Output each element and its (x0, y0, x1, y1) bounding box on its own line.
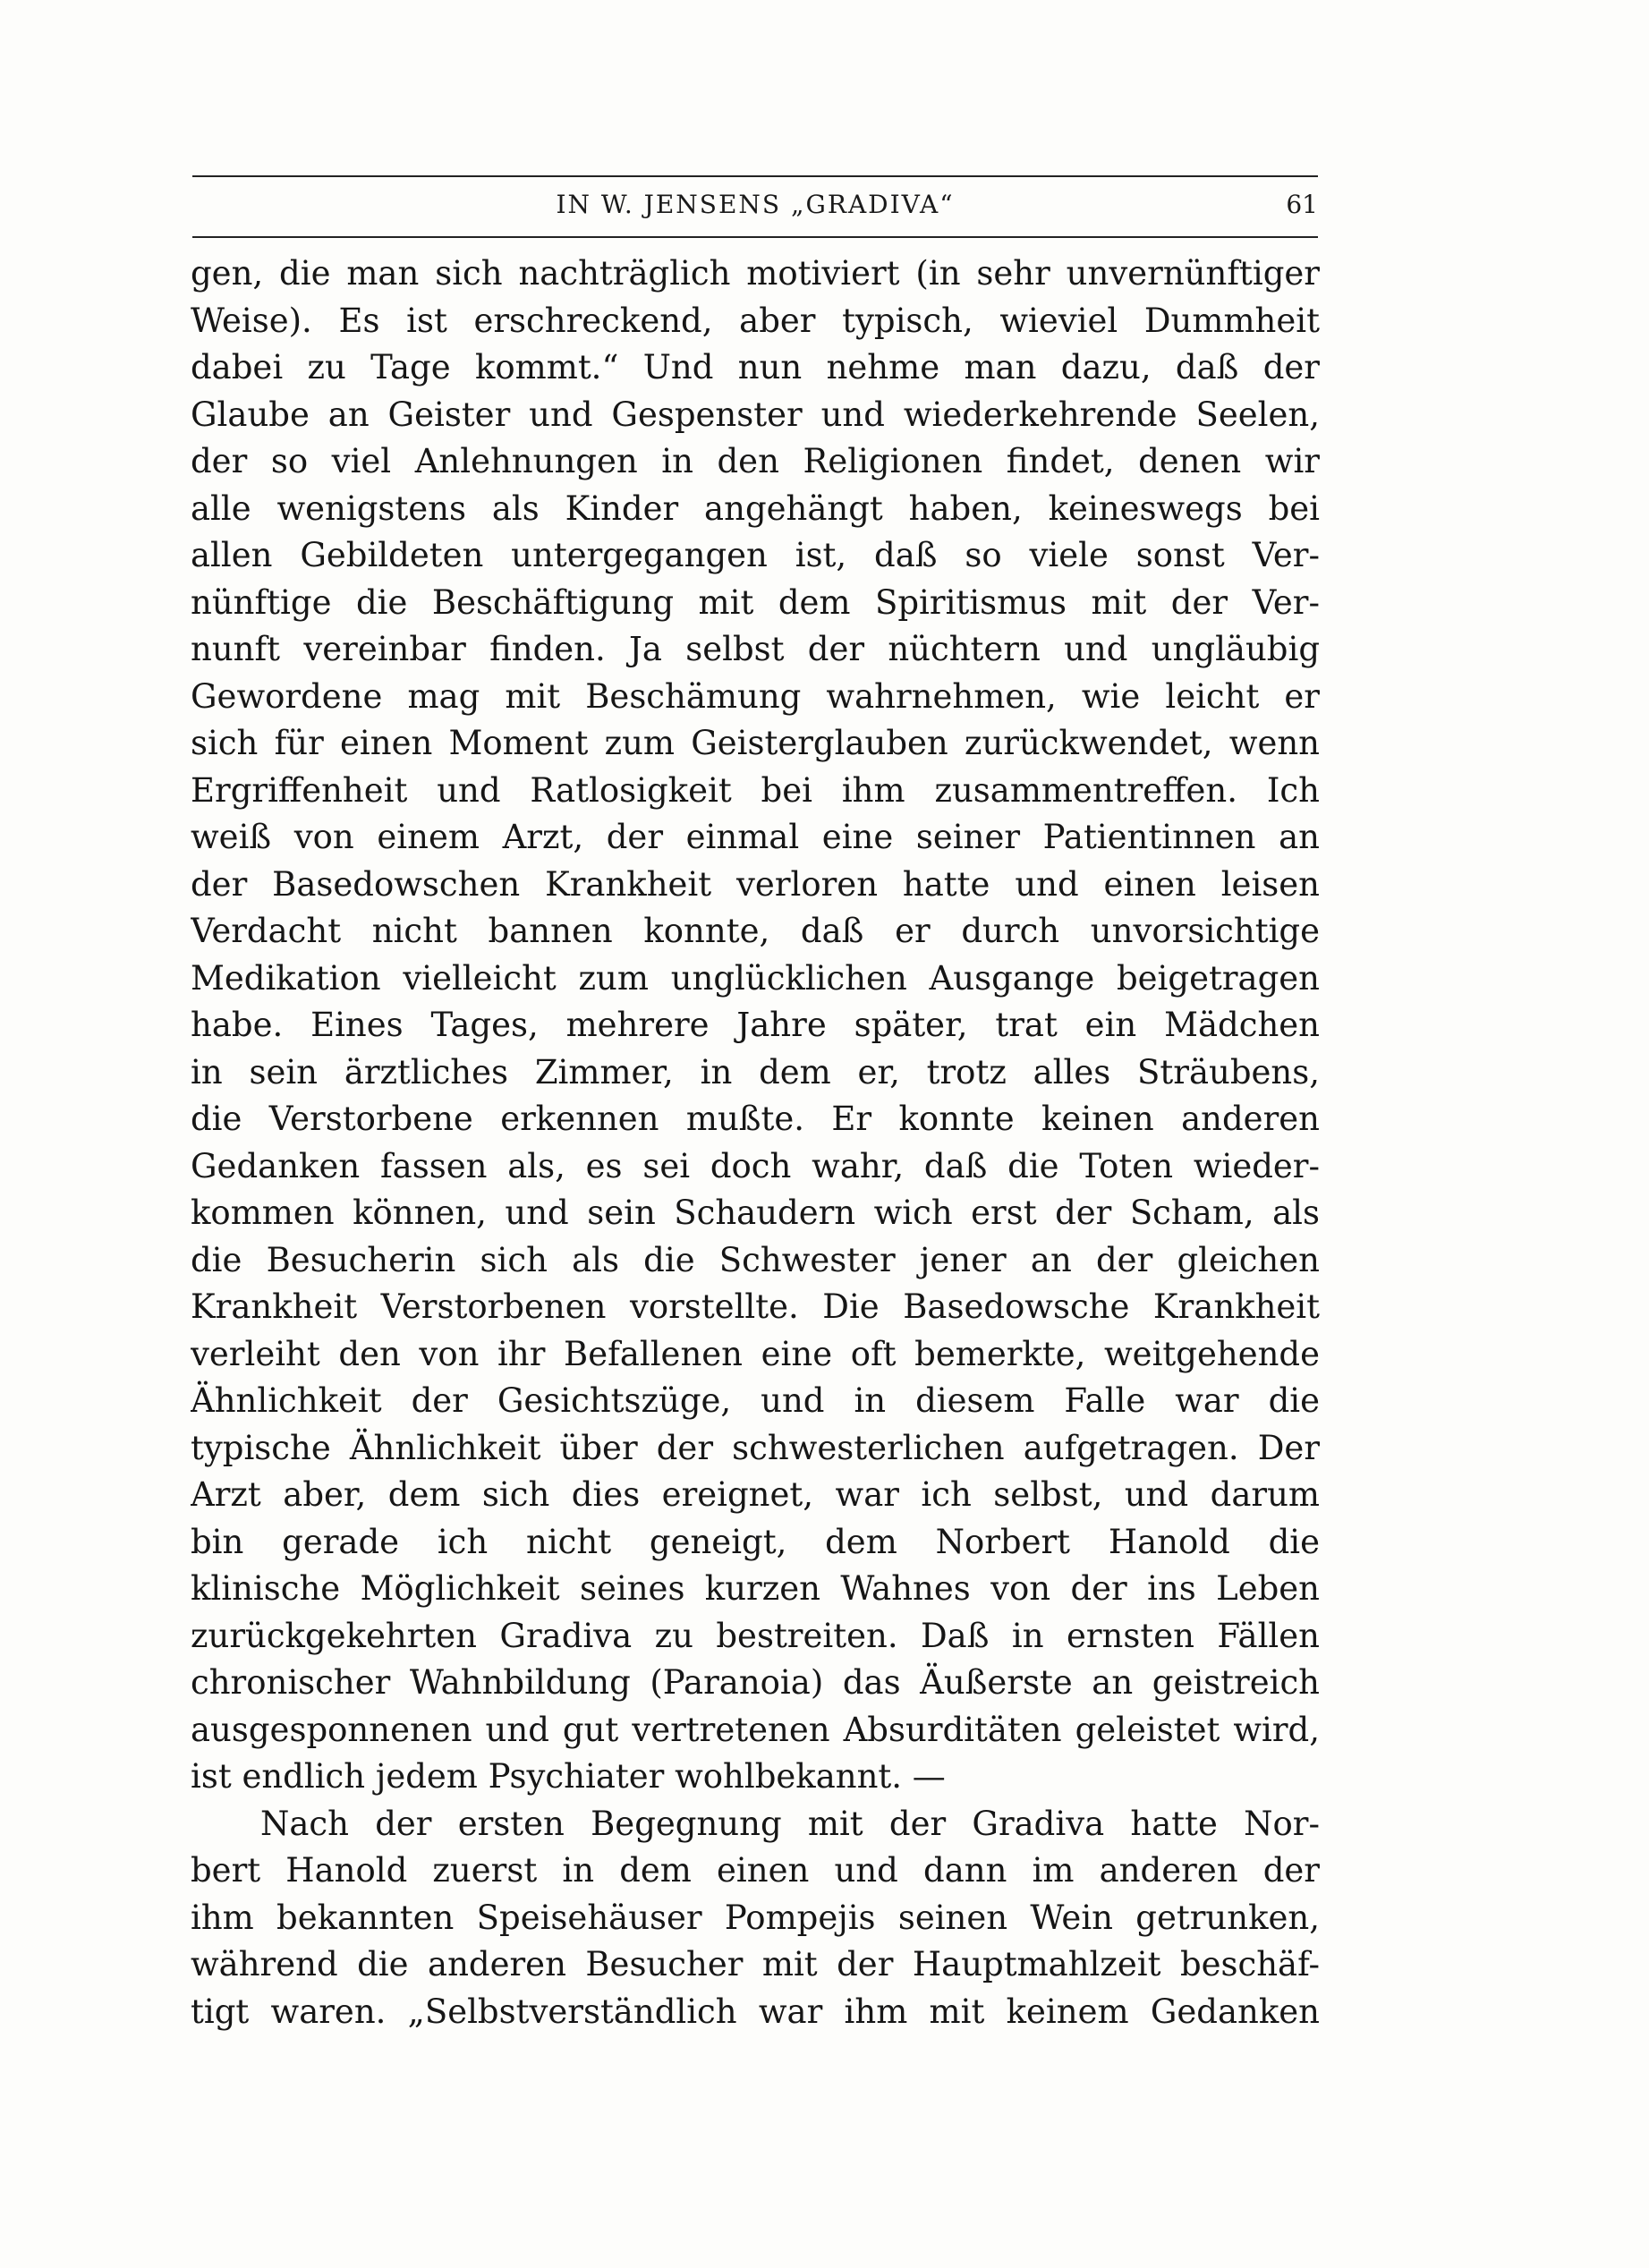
running-header (192, 184, 1318, 234)
page-number: 61 (1286, 190, 1318, 219)
text-line: Verdacht nicht bannen konnte, daß er durch unvorsichtige (191, 912, 1320, 950)
text-line: Ergriffenheit und Ratlosigkeit bei ihm zusammentreffen. Ich (191, 770, 1320, 810)
text-line: habe. Eines Tages, mehrere Jahre später, trat ein Mädchen (191, 1006, 1320, 1044)
text-line: zurückgekehrten Gradiva zu bestreiten. Daß in ernsten Fällen (191, 1616, 1320, 1655)
text-line: Arzt aber, dem sich dies ereignet, war ich selbst, und darum (191, 1475, 1320, 1514)
text-line: dabei zu Tage kommt.“ Und nun nehme man dazu, daß der (191, 348, 1320, 386)
text-line: Krankheit Verstorbenen vorstellte. Die Basedowsche Krankheit (191, 1287, 1320, 1326)
text-line: Gewordene mag mit Beschämung wahrnehmen, wie leicht er (191, 676, 1320, 716)
text-line: nunft vereinbar finden. Ja selbst der nüchtern und ungläubig (191, 630, 1320, 668)
text-line: alle wenigstens als Kinder angehängt haben, keineswegs bei (191, 488, 1320, 528)
text-line: die Besucherin sich als die Schwester jener an der gleichen (191, 1240, 1320, 1279)
text-line: der Basedowschen Krankheit verloren hatte und einen leisen (191, 864, 1320, 904)
text-line: kommen können, und sein Schaudern wich erst der Scham, als (191, 1193, 1320, 1232)
text-line: gen, die man sich nachträglich motiviert (in sehr unvernünftiger (191, 254, 1320, 293)
text-line: Ähnlichkeit der Gesichtszüge, und in diesem Falle war die (191, 1381, 1320, 1420)
body-text (191, 251, 1320, 2035)
text-line: chronischer Wahnbildung (Paranoia) das Äußerste an geistreich (191, 1663, 1320, 1702)
text-line: in sein ärztliches Zimmer, in dem er, trotz alles Sträubens, (191, 1052, 1320, 1092)
text-line: ihm bekannten Speisehäuser Pompejis seinen Wein getrunken, (191, 1898, 1320, 1937)
header-rule-top (192, 175, 1318, 177)
text-line: verleiht den von ihr Befallenen eine oft bemerkte, weitgehende (191, 1334, 1320, 1373)
text-line: klinische Möglichkeit seines kurzen Wahnes von der ins Leben (191, 1569, 1320, 1608)
text-line: Glaube an Geister und Gespenster und wiederkehrende Seelen, (191, 395, 1320, 434)
text-line: Medikation vielleicht zum unglücklichen Ausgange beigetragen (191, 958, 1320, 998)
text-line: allen Gebildeten untergegangen ist, daß so viele sonst Ver- (191, 536, 1320, 574)
text-line: die Verstorbene erkennen mußte. Er konnte keinen anderen (191, 1100, 1320, 1138)
running-title: IN W. JENSENS „GRADIVA“ (556, 190, 955, 219)
text-line: bert Hanold zuerst in dem einen und dann im anderen der (191, 1851, 1320, 1890)
text-line: der so viel Anlehnungen in den Religionen findet, denen wir (191, 442, 1320, 480)
text-line: typische Ähnlichkeit über der schwesterlichen aufgetragen. Der (191, 1428, 1320, 1467)
text-line: weiß von einem Arzt, der einmal eine seiner Patientinnen an (191, 818, 1320, 856)
text-line: sich für einen Moment zum Geisterglauben zurückwendet, wenn (191, 724, 1320, 762)
paragraph-end-line: ist endlich jedem Psychiater wohlbekannt. — (191, 1757, 946, 1796)
text-line: nünftige die Beschäftigung mit dem Spiritismus mit der Ver- (191, 582, 1320, 622)
text-line: bin gerade ich nicht geneigt, dem Norbert Hanold die (191, 1522, 1320, 1561)
text-line: ausgesponnenen und gut vertretenen Absurditäten geleistet wird, (191, 1710, 1320, 1749)
header-rule-bottom (192, 236, 1318, 238)
text-line: während die anderen Besucher mit der Hauptmahlzeit beschäf- (191, 1945, 1320, 1983)
text-line: Weise). Es ist erschreckend, aber typisch, wieviel Dummheit (191, 301, 1320, 340)
text-line: Gedanken fassen als, es sei doch wahr, daß die Toten wieder- (191, 1146, 1320, 1185)
paragraph-first-line: Nach der ersten Begegnung mit der Gradiva hatte Nor- (260, 1804, 1320, 1843)
text-line: tigt waren. „Selbstverständlich war ihm mit keinem Gedanken (191, 1992, 1320, 2031)
